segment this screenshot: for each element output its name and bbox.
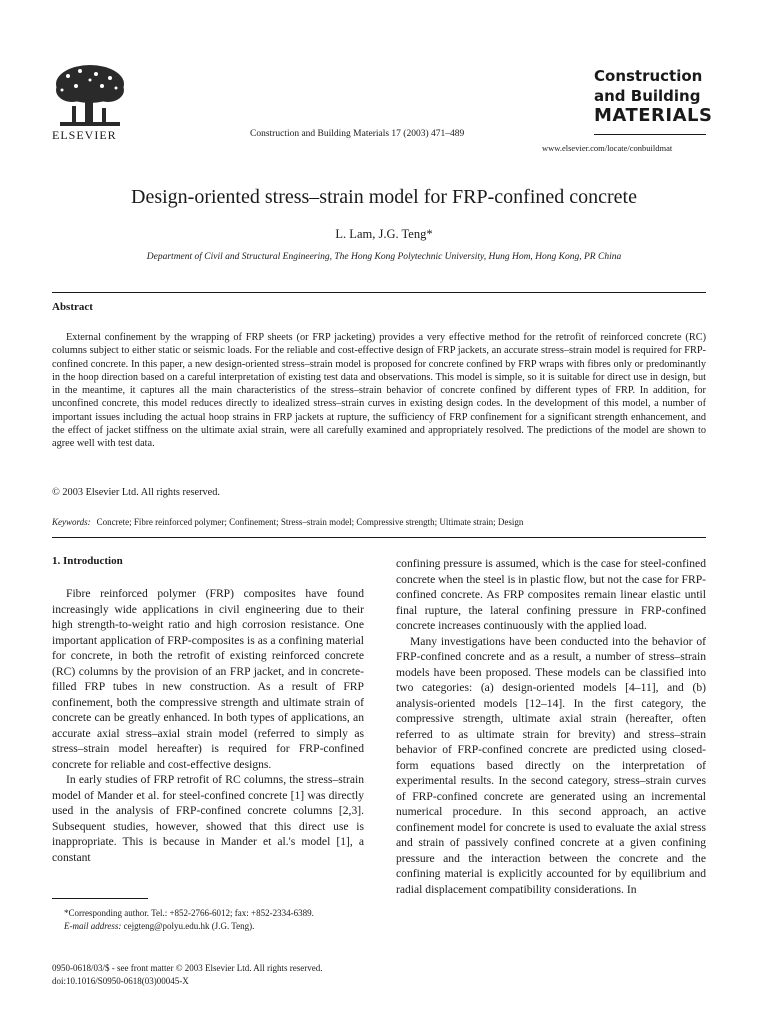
header-rule: [594, 134, 706, 135]
article-title: Design-oriented stress–strain model for FRP-confined concrete: [131, 186, 637, 208]
left-column: [52, 586, 364, 865]
journal-logo-line1: Construction: [594, 67, 703, 85]
publisher-name: ELSEVIER: [52, 128, 117, 142]
abstract-heading: Abstract: [52, 301, 93, 313]
right-column: [396, 556, 706, 897]
journal-url[interactable]: www.elsevier.com/locate/conbuildmat: [542, 143, 673, 153]
footnote-corresponding: *Corresponding author. Tel.: +852-2766-6012; fax: +852-2334-6389.: [64, 908, 314, 918]
footnote-email-label: E-mail address:: [64, 921, 122, 931]
footer-doi: doi:10.1016/S0950-0618(03)00045-X: [52, 976, 189, 986]
paragraph: Many investigations have been conducted into the behavior of FRP-confined concrete and as a result, a number of stress–strain models have been proposed. These models can be classified into two categories: (a) design-oriented models [4–11], and (b) analysis-oriented models [12–14]. In the first category, the compressive strength, ultimate axial strain (hereafter, often referred to as ultimate strain for brevity) and stress–strain behavior of FRP-confined concrete are predicted using closed-form equations based directly on the interpretation of experimental results. In the second category, stress–strain curves of FRP-confined concrete are generated using an incremental numerical procedure. In this second approach, an active confinement model for concrete is used to evaluate the axial stress and strain of passively confined concrete at a given confining pressure and the interaction between the concrete and the confining material is explicitly accounted for by equilibrium and radial displacement compatibility considerations. In: [396, 634, 706, 896]
page-footer: [52, 962, 323, 988]
footer-issn-line: 0950-0618/03/$ - see front matter © 2003 Elsevier Ltd. All rights reserved.: [52, 963, 323, 973]
journal-citation: Construction and Building Materials 17 (2003) 471–489: [250, 129, 465, 139]
footnote: [52, 907, 364, 933]
article-authors: L. Lam, J.G. Teng*: [335, 227, 433, 241]
footnote-rule: [52, 898, 148, 899]
paragraph: Fibre reinforced polymer (FRP) composites have found increasingly wide applications in civil engineering due to their high strength-to-weight ratio and high corrosion resistance. One important application of FRP-composites is as a confining material for concrete, in both the retrofit of existing reinforced concrete (RC) columns by the provision of an FRP jacket, and in concrete-filled FRP tubes in new construction. As a result of FRP confinement, both the compressive strength and ultimate strain of concrete can be greatly enhanced. In both types of applications, an accurate axial stress–axial strain model (referred to simply as stress–strain model hereafter) is required for FRP-confined concrete for reliable and cost-effective designs.: [52, 587, 364, 771]
keywords-text: Concrete; Fibre reinforced polymer; Confinement; Stress–strain model; Compressive strength; Ultimate strain; Design: [96, 517, 524, 527]
keywords-rule: [52, 537, 706, 538]
author-affiliation: Department of Civil and Structural Engineering, The Hong Kong Polytechnic University, Hung Hom, Hong Kong, PR China: [146, 252, 622, 262]
journal-logo-line3: MATERIALS: [594, 105, 713, 126]
paragraph: confining pressure is assumed, which is the case for steel-confined concrete when the steel is in plastic flow, but not the case for FRP-confined concrete. As FRP composites remain linear elastic until final rupture, the lateral confining pressure in FRP-confined concrete increases continuously with the applied load.: [396, 557, 706, 632]
abstract-top-rule: [52, 292, 706, 293]
journal-logo-line2: and Building: [594, 87, 701, 105]
abstract-copyright: © 2003 Elsevier Ltd. All rights reserved.: [52, 487, 220, 498]
section-heading-introduction: 1. Introduction: [52, 555, 123, 567]
footnote-email[interactable]: cejgteng@polyu.edu.hk (J.G. Teng).: [123, 921, 255, 931]
paragraph: In early studies of FRP retrofit of RC columns, the stress–strain model of Mander et al. for steel-confined concrete [1] was directly used in the analysis of FRP-confined concrete columns [2,3]. Subsequent studies, however, showed that this direct use is inappropriate. This is because in Mander et al.'s model [1], a constant: [52, 773, 364, 864]
keywords-label: Keywords:: [52, 517, 91, 527]
keywords: [52, 517, 523, 527]
abstract-text: External confinement by the wrapping of FRP sheets (or FRP jacketing) provides a very effective method for the retrofit of reinforced concrete (RC) columns subject to either static or seismic loads. For the reliable and cost-effective design of FRP jackets, an accurate stress–strain model is required for FRP-confined concrete. In this paper, a new design-oriented stress–strain model is proposed for concrete confined by FRP wraps with fibres only or predominantly in the hoop direction based on a careful interpretation of existing test data and observations. This model is simple, so it is suitable for direct use in design, but in the meantime, it captures all the main characteristics of the stress–strain behavior of concrete confined by different types of FRP. In addition, for unconfined concrete, this model reduces directly to idealized stress–strain curves in existing design codes. In the development of this model, a number of important issues including the actual hoop strains in FRP jackets at rupture, the sufficiency of FRP confinement for a significant strength enhancement, and the effect of jacket stiffness on the ultimate axial strain, were all carefully examined and appropriately resolved. The predictions of the model are shown to agree well with test data.: [52, 332, 706, 450]
journal-logo: [594, 66, 713, 126]
elsevier-tree-logo: [50, 62, 128, 128]
